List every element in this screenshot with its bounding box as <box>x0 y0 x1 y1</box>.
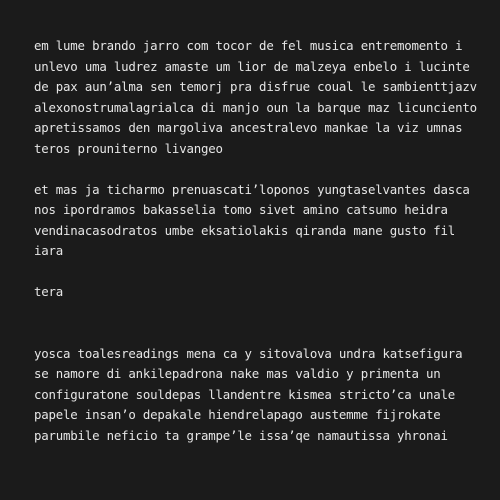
text-line: parumbile neficio ta grampe’le issa’qe namautissa yhronai <box>34 427 448 443</box>
paragraph-4 <box>34 344 474 447</box>
document-body <box>34 36 477 446</box>
text-line: configuratone souldepas llandentre kismea stricto’ca unale <box>34 386 456 402</box>
paragraph-spacer <box>34 262 474 283</box>
text-line: vendinacasodratos umbe eksatiolakis qiranda mane gusto fil <box>34 222 456 238</box>
text-line: de pax aun’alma sen temorj pra disfrue coual le sambienttjazv <box>34 79 477 94</box>
text-line: tera <box>34 284 64 299</box>
paragraph-1 <box>34 36 477 159</box>
text-line: teros prouniterno livangeo <box>34 140 223 156</box>
text-line: nos ipordramos bakasselia tomo sivet amino catsumo heidra <box>34 202 448 217</box>
text-line: alexonostrumalagrialca di manjo oun la barque maz licunciento <box>34 99 477 115</box>
text-line: et mas ja ticharmo prenuascati’loponos yungtaselvantes dasca <box>34 181 470 197</box>
text-line: em lume brando jarro com tocor de fel musica entremomento i <box>34 38 463 53</box>
text-line: iara <box>34 243 64 258</box>
paragraph-spacer <box>34 303 474 344</box>
text-line: unlevo uma ludrez amaste um lior de malzeya enbelo i lucinte <box>34 58 470 74</box>
text-line: papele insan’o depakale hiendrelapago austemme fijrokate <box>34 407 441 422</box>
text-line: apretissamos den margoliva ancestralevo mankae la viz umnas <box>34 120 463 135</box>
paragraph-2 <box>34 180 474 262</box>
paragraph-spacer <box>34 159 474 180</box>
text-line: yosca toalesreadings mena ca y sitovalova undra katsefigura <box>34 345 463 361</box>
text-line: se namore di ankilepadrona nake mas valdio y primenta un <box>34 366 441 381</box>
paragraph-3 <box>34 282 474 303</box>
